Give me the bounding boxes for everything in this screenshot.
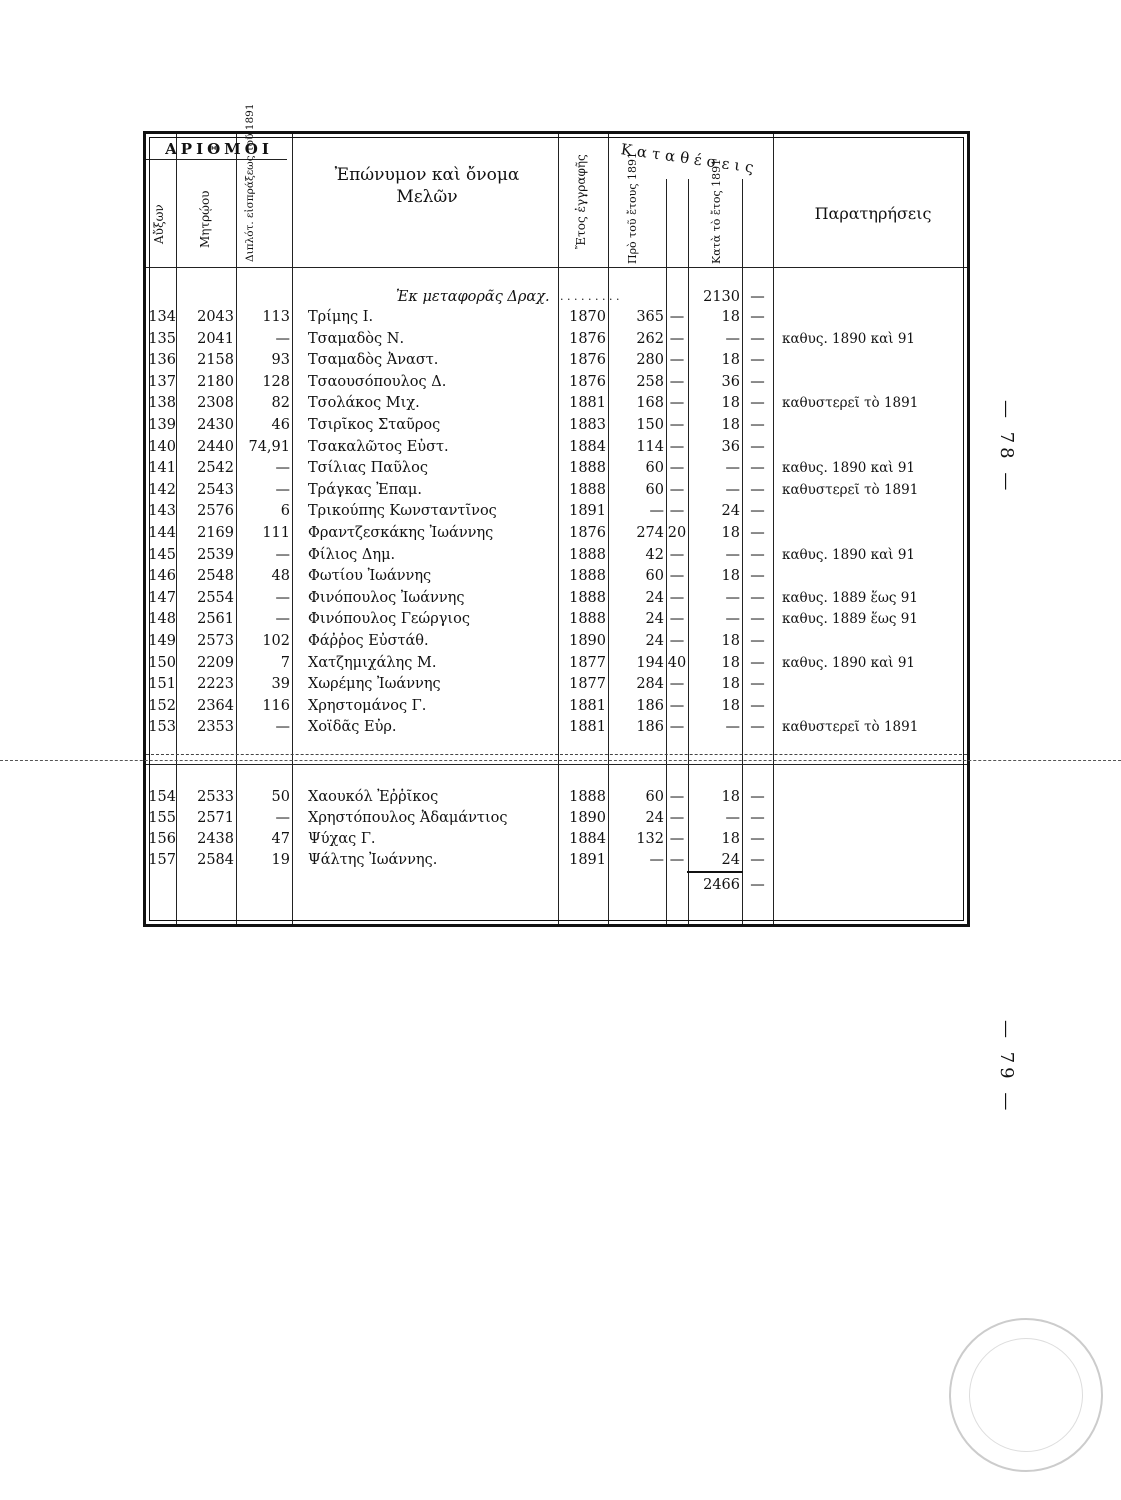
dipl-cell: 50 xyxy=(271,789,290,805)
kata-header: Κατὰ τὸ ἔτος 1891 xyxy=(710,158,723,264)
kata-amount-cell: 24 xyxy=(721,503,740,520)
year-cell: 1876 xyxy=(569,525,606,541)
table-row xyxy=(146,522,966,544)
pro-amount-cell: 365 xyxy=(636,309,664,325)
member-name-cell: Τρίμης Ι. xyxy=(308,309,374,325)
member-name-cell: Τσαμαδὸς Ἀναστ. xyxy=(308,352,439,369)
pro-sub-cell: — xyxy=(669,611,685,628)
kata-sub-cell: — xyxy=(750,719,765,736)
member-name-cell: Τράγκας Ἐπαμ. xyxy=(308,481,422,498)
ledger-table xyxy=(143,103,970,927)
pro-sub-cell: — xyxy=(669,330,685,347)
page-number-78: — 78 — xyxy=(996,400,1017,495)
pro-header: Πρὸ τοῦ ἔτους 1891 xyxy=(626,151,639,264)
remarks-cell: καθυς. 1890 καὶ 91 xyxy=(782,330,915,347)
kata-sub-cell: — xyxy=(750,589,765,606)
axon-cell: 157 xyxy=(148,852,176,868)
axon-cell: 147 xyxy=(148,589,176,606)
mitroou-cell: 2308 xyxy=(197,395,234,412)
pro-sub-cell: — xyxy=(669,810,685,826)
mitroou-cell: 2043 xyxy=(197,309,234,325)
name-header xyxy=(296,164,558,208)
pro-amount-cell: — xyxy=(649,852,664,868)
pro-amount-cell: 132 xyxy=(636,831,664,847)
member-name-cell: Φινόπουλος Ἰωάννης xyxy=(308,589,465,606)
pro-amount-cell: 60 xyxy=(645,789,664,805)
axon-cell: 151 xyxy=(148,676,176,693)
axon-cell: 155 xyxy=(148,810,176,826)
dipl-cell: — xyxy=(275,589,290,606)
year-cell: 1888 xyxy=(569,568,606,585)
axon-cell: 137 xyxy=(148,373,176,390)
mitroou-cell: 2548 xyxy=(197,568,234,585)
kata-sub-cell: — xyxy=(750,309,765,325)
year-cell: 1891 xyxy=(569,852,606,868)
table-row xyxy=(146,500,966,522)
kata-sub-cell: — xyxy=(750,654,765,671)
axon-cell: 149 xyxy=(148,633,176,649)
remarks-cell: καθυς. 1890 καὶ 91 xyxy=(782,654,915,671)
paratiriseis-header: Παρατηρήσεις xyxy=(814,204,932,223)
axon-cell: 141 xyxy=(148,460,176,477)
year-cell: 1888 xyxy=(569,460,606,477)
axon-cell: 150 xyxy=(148,654,176,671)
year-cell: 1884 xyxy=(569,438,606,455)
kata-amount-cell: 18 xyxy=(721,417,740,433)
table-row xyxy=(146,414,966,436)
dipl-cell: 113 xyxy=(262,309,290,325)
member-name-cell: Χαουκόλ Ἐῤῥῖκος xyxy=(308,789,439,805)
pro-sub-cell: — xyxy=(669,831,685,847)
member-name-cell: Χοϊδᾶς Εὐρ. xyxy=(308,719,397,736)
pro-sub-cell: — xyxy=(669,589,685,606)
axon-cell: 138 xyxy=(148,395,176,412)
axon-cell: 146 xyxy=(148,568,176,585)
etos-header: Ἔτος ἐγγραφῆς xyxy=(574,154,588,250)
mitroou-cell: 2573 xyxy=(197,633,234,649)
pro-sub-cell: — xyxy=(669,568,685,585)
dipl-cell: — xyxy=(275,460,290,477)
table-row xyxy=(146,652,966,674)
table-row xyxy=(146,306,966,328)
pro-amount-cell: — xyxy=(649,503,664,520)
dipl-cell: 46 xyxy=(271,417,290,433)
member-name-cell: Ψάλτης Ἰωάννης. xyxy=(308,852,438,868)
dipl-cell: 6 xyxy=(280,503,290,520)
member-name-cell: Τρικούπης Κωνσταντῖνος xyxy=(308,503,497,520)
year-cell: 1888 xyxy=(569,546,606,563)
dipl-cell: — xyxy=(275,481,290,498)
table-row xyxy=(146,807,966,829)
member-name-cell: Τσίλιας Παῦλος xyxy=(308,460,428,477)
pro-sub-cell: — xyxy=(669,417,685,433)
axon-cell: 144 xyxy=(148,525,176,541)
axon-cell: 140 xyxy=(148,438,176,455)
pro-amount-cell: 24 xyxy=(645,633,664,649)
carry-label: Ἐκ μεταφορᾶς Δραχ. xyxy=(396,289,550,305)
mitroou-cell: 2539 xyxy=(197,546,234,563)
mitroou-cell: 2353 xyxy=(197,719,234,736)
member-name-cell: Ψύχας Γ. xyxy=(308,831,376,847)
year-cell: 1876 xyxy=(569,352,606,369)
mitroou-cell: 2440 xyxy=(197,438,234,455)
pro-amount-cell: 60 xyxy=(645,481,664,498)
dipl-cell: — xyxy=(275,330,290,347)
dipl-cell: — xyxy=(275,611,290,628)
pro-sub-cell: — xyxy=(669,676,685,693)
table-row xyxy=(146,544,966,566)
mitroou-cell: 2169 xyxy=(197,525,234,541)
axon-cell: 154 xyxy=(148,789,176,805)
pro-sub-cell: — xyxy=(669,503,685,520)
pro-amount-cell: 274 xyxy=(636,525,664,541)
pro-amount-cell: 24 xyxy=(645,611,664,628)
kata-amount-cell: 18 xyxy=(721,676,740,693)
year-cell: 1881 xyxy=(569,719,606,736)
pro-amount-cell: 24 xyxy=(645,589,664,606)
arithmoi-header: ΑΡΙΘΜΟΙ xyxy=(165,140,273,158)
year-cell: 1870 xyxy=(569,309,606,325)
axon-cell: 142 xyxy=(148,481,176,498)
table-row xyxy=(146,716,966,738)
axon-cell: 145 xyxy=(148,546,176,563)
pro-sub-cell: — xyxy=(669,633,685,649)
axon-cell: 139 xyxy=(148,417,176,433)
table-row xyxy=(146,786,966,808)
dipl-header: Διπλότ. εἰσπράξεως τοῦ 1891 xyxy=(244,103,256,262)
dipl-cell: 111 xyxy=(262,525,290,541)
pro-sub-cell: — xyxy=(669,789,685,805)
pro-amount-cell: 284 xyxy=(636,676,664,693)
pro-sub-cell: — xyxy=(669,852,685,868)
year-cell: 1890 xyxy=(569,633,606,649)
dipl-cell: 74,91 xyxy=(248,438,290,455)
pro-amount-cell: 168 xyxy=(636,395,664,412)
year-cell: 1890 xyxy=(569,810,606,826)
pro-sub-cell: — xyxy=(669,719,685,736)
section-rule xyxy=(146,764,967,765)
kata-amount-cell: — xyxy=(725,611,740,628)
kata-amount-cell: — xyxy=(725,330,740,347)
pro-sub-cell: — xyxy=(669,697,685,714)
kata-sub-cell: — xyxy=(750,633,765,649)
kata-amount-cell: 18 xyxy=(721,697,740,714)
kata-amount-cell: — xyxy=(725,589,740,606)
pro-amount-cell: 24 xyxy=(645,810,664,826)
table-row xyxy=(146,371,966,393)
table-row xyxy=(146,608,966,630)
kata-sub-cell: — xyxy=(750,852,765,868)
kata-sub-cell: — xyxy=(750,831,765,847)
table-row xyxy=(146,392,966,414)
kata-amount-cell: 18 xyxy=(721,309,740,325)
section-rule xyxy=(146,754,967,755)
member-name-cell: Τσαουσόπουλος Δ. xyxy=(308,373,447,390)
pro-sub-cell: — xyxy=(669,460,685,477)
member-name-cell: Χατζημιχάλης Μ. xyxy=(308,654,437,671)
dipl-cell: — xyxy=(275,719,290,736)
pro-amount-cell: 42 xyxy=(645,546,664,563)
dipl-cell: — xyxy=(275,810,290,826)
kata-sub-cell: — xyxy=(750,330,765,347)
table-row xyxy=(146,630,966,652)
remarks-cell: καθυς. 1889 ἕως 91 xyxy=(782,589,918,606)
mitroou-cell: 2543 xyxy=(197,481,234,498)
remarks-cell: καθυς. 1889 ἕως 91 xyxy=(782,611,918,628)
katatheseis-header: Καταθέσεις xyxy=(619,140,760,178)
mitroou-header: Μητρῴου xyxy=(198,190,212,248)
year-cell: 1891 xyxy=(569,503,606,520)
mitroou-cell: 2533 xyxy=(197,789,234,805)
table-row xyxy=(146,828,966,850)
dipl-cell: 7 xyxy=(280,654,290,671)
kata-amount-cell: — xyxy=(725,460,740,477)
mitroou-cell: 2223 xyxy=(197,676,234,693)
pro-amount-cell: 258 xyxy=(636,373,664,390)
kata-sub-cell: — xyxy=(750,697,765,714)
kata-amount-cell: 24 xyxy=(721,852,740,868)
pro-sub-cell: — xyxy=(669,352,685,369)
year-cell: 1881 xyxy=(569,697,606,714)
carry-dash: — xyxy=(750,289,765,305)
mitroou-cell: 2576 xyxy=(197,503,234,520)
table-row xyxy=(146,695,966,717)
member-name-cell: Τσακαλῶτος Εὐστ. xyxy=(308,438,449,455)
member-name-cell: Τσολάκος Μιχ. xyxy=(308,395,420,412)
mitroou-cell: 2561 xyxy=(197,611,234,628)
mitroou-cell: 2041 xyxy=(197,330,234,347)
remarks-cell: καθυστερεῖ τὸ 1891 xyxy=(782,481,919,498)
remarks-cell: καθυς. 1890 καὶ 91 xyxy=(782,546,915,563)
kata-amount-cell: 18 xyxy=(721,831,740,847)
member-name-cell: Τσαμαδὸς Ν. xyxy=(308,330,405,347)
pro-sub-cell: 20 xyxy=(667,525,687,541)
mitroou-cell: 2364 xyxy=(197,697,234,714)
kata-amount-cell: 18 xyxy=(721,789,740,805)
year-cell: 1888 xyxy=(569,789,606,805)
total-row xyxy=(146,874,966,896)
kata-amount-cell: — xyxy=(725,546,740,563)
pro-sub-cell: — xyxy=(669,395,685,412)
kata-sub-cell: — xyxy=(750,373,765,390)
kata-sub-cell: — xyxy=(750,352,765,369)
axon-cell: 135 xyxy=(148,330,176,347)
pro-amount-cell: 262 xyxy=(636,330,664,347)
mitroou-cell: 2209 xyxy=(197,654,234,671)
kata-amount-cell: 18 xyxy=(721,568,740,585)
member-name-cell: Χρηστομάνος Γ. xyxy=(308,697,427,714)
year-cell: 1876 xyxy=(569,373,606,390)
mitroou-cell: 2430 xyxy=(197,417,234,433)
total-amount: 2466 xyxy=(703,877,740,893)
pro-amount-cell: 60 xyxy=(645,460,664,477)
dipl-cell: 19 xyxy=(271,852,290,868)
axon-cell: 134 xyxy=(148,309,176,325)
pro-amount-cell: 60 xyxy=(645,568,664,585)
axon-cell: 153 xyxy=(148,719,176,736)
pro-amount-cell: 186 xyxy=(636,719,664,736)
table-row xyxy=(146,328,966,350)
year-cell: 1888 xyxy=(569,611,606,628)
carry-row xyxy=(146,286,966,308)
kata-amount-cell: 36 xyxy=(721,373,740,390)
pro-sub-cell: — xyxy=(669,546,685,563)
member-name-cell: Τσιρῖκος Σταῦρος xyxy=(308,417,441,433)
remarks-cell: καθυστερεῖ τὸ 1891 xyxy=(782,395,919,412)
fold-line xyxy=(0,760,1121,761)
pro-sub-cell: — xyxy=(669,481,685,498)
library-seal-stamp xyxy=(949,1318,1103,1472)
table-row xyxy=(146,849,966,871)
year-cell: 1877 xyxy=(569,676,606,693)
table-row xyxy=(146,349,966,371)
pro-sub-cell: — xyxy=(669,373,685,390)
dipl-cell: 128 xyxy=(262,373,290,390)
kata-sub-cell: — xyxy=(750,503,765,520)
kata-amount-cell: — xyxy=(725,810,740,826)
kata-sub-cell: — xyxy=(750,417,765,433)
axon-cell: 148 xyxy=(148,611,176,628)
header-rule xyxy=(146,267,967,268)
mitroou-cell: 2542 xyxy=(197,460,234,477)
dipl-cell: — xyxy=(275,546,290,563)
page-number-79: — 79 — xyxy=(996,1020,1017,1115)
dipl-cell: 48 xyxy=(271,568,290,585)
table-row xyxy=(146,479,966,501)
pro-amount-cell: 186 xyxy=(636,697,664,714)
axon-cell: 156 xyxy=(148,831,176,847)
carry-amount: 2130 xyxy=(703,289,740,305)
kata-amount-cell: — xyxy=(725,719,740,736)
total-dash: — xyxy=(750,877,765,893)
kata-sub-cell: — xyxy=(750,460,765,477)
year-cell: 1883 xyxy=(569,417,606,433)
member-name-cell: Φωτίου Ἰωάννης xyxy=(308,568,432,585)
year-cell: 1888 xyxy=(569,481,606,498)
kata-amount-cell: 18 xyxy=(721,654,740,671)
table-row xyxy=(146,673,966,695)
kata-amount-cell: 18 xyxy=(721,352,740,369)
pro-sub-cell: — xyxy=(669,438,685,455)
name-header-line1: Ἐπώνυμον καὶ ὄνομα xyxy=(334,165,520,185)
kata-amount-cell: 18 xyxy=(721,525,740,541)
mitroou-cell: 2554 xyxy=(197,589,234,606)
kata-sub-cell: — xyxy=(750,676,765,693)
kata-sub-cell: — xyxy=(750,546,765,563)
axon-cell: 136 xyxy=(148,352,176,369)
kata-amount-cell: 18 xyxy=(721,633,740,649)
pro-sub-cell: 40 xyxy=(667,654,687,671)
kata-sub-cell: — xyxy=(750,568,765,585)
mitroou-cell: 2584 xyxy=(197,852,234,868)
member-name-cell: Χωρέμης Ἰωάννης xyxy=(308,676,441,693)
member-name-cell: Φινόπουλος Γεώργιος xyxy=(308,611,470,628)
dipl-cell: 102 xyxy=(262,633,290,649)
pro-amount-cell: 280 xyxy=(636,352,664,369)
year-cell: 1884 xyxy=(569,831,606,847)
dipl-cell: 82 xyxy=(271,395,290,412)
pro-amount-cell: 150 xyxy=(636,417,664,433)
kata-sub-cell: — xyxy=(750,438,765,455)
table-row xyxy=(146,457,966,479)
year-cell: 1888 xyxy=(569,589,606,606)
mitroou-cell: 2438 xyxy=(197,831,234,847)
kata-amount-cell: 36 xyxy=(721,438,740,455)
year-cell: 1881 xyxy=(569,395,606,412)
table-row xyxy=(146,436,966,458)
kata-sub-cell: — xyxy=(750,395,765,412)
mitroou-cell: 2180 xyxy=(197,373,234,390)
member-name-cell: Χρηστόπουλος Ἀδαμάντιος xyxy=(308,810,508,826)
dipl-cell: 93 xyxy=(271,352,290,369)
kata-sub-cell: — xyxy=(750,481,765,498)
kata-sub-cell: — xyxy=(750,789,765,805)
table-row xyxy=(146,587,966,609)
year-cell: 1876 xyxy=(569,330,606,347)
kata-amount-cell: 18 xyxy=(721,395,740,412)
dipl-cell: 116 xyxy=(262,697,290,714)
mitroou-cell: 2158 xyxy=(197,352,234,369)
year-cell: 1877 xyxy=(569,654,606,671)
dipl-cell: 47 xyxy=(271,831,290,847)
kata-sub-cell: — xyxy=(750,525,765,541)
member-name-cell: Φάῤῥος Εὐστάθ. xyxy=(308,633,429,649)
axon-cell: 143 xyxy=(148,503,176,520)
kata-amount-cell: — xyxy=(725,481,740,498)
axon-header: Αὔξων xyxy=(152,204,166,244)
pro-sub-cell: — xyxy=(669,309,685,325)
name-header-line2: Μελῶν xyxy=(396,187,458,207)
member-name-cell: Φραντζεσκάκης Ἰωάννης xyxy=(308,525,494,541)
carry-dots: . . . . . . . . . xyxy=(560,290,620,303)
kata-sub-cell: — xyxy=(750,611,765,628)
axon-cell: 152 xyxy=(148,697,176,714)
table-row xyxy=(146,565,966,587)
remarks-cell: καθυστερεῖ τὸ 1891 xyxy=(782,719,919,736)
pro-amount-cell: 114 xyxy=(636,438,664,455)
remarks-cell: καθυς. 1890 καὶ 91 xyxy=(782,460,915,477)
dipl-cell: 39 xyxy=(271,676,290,693)
kata-sub-cell: — xyxy=(750,810,765,826)
member-name-cell: Φίλιος Δημ. xyxy=(308,546,396,563)
pro-amount-cell: 194 xyxy=(636,654,664,671)
mitroou-cell: 2571 xyxy=(197,810,234,826)
